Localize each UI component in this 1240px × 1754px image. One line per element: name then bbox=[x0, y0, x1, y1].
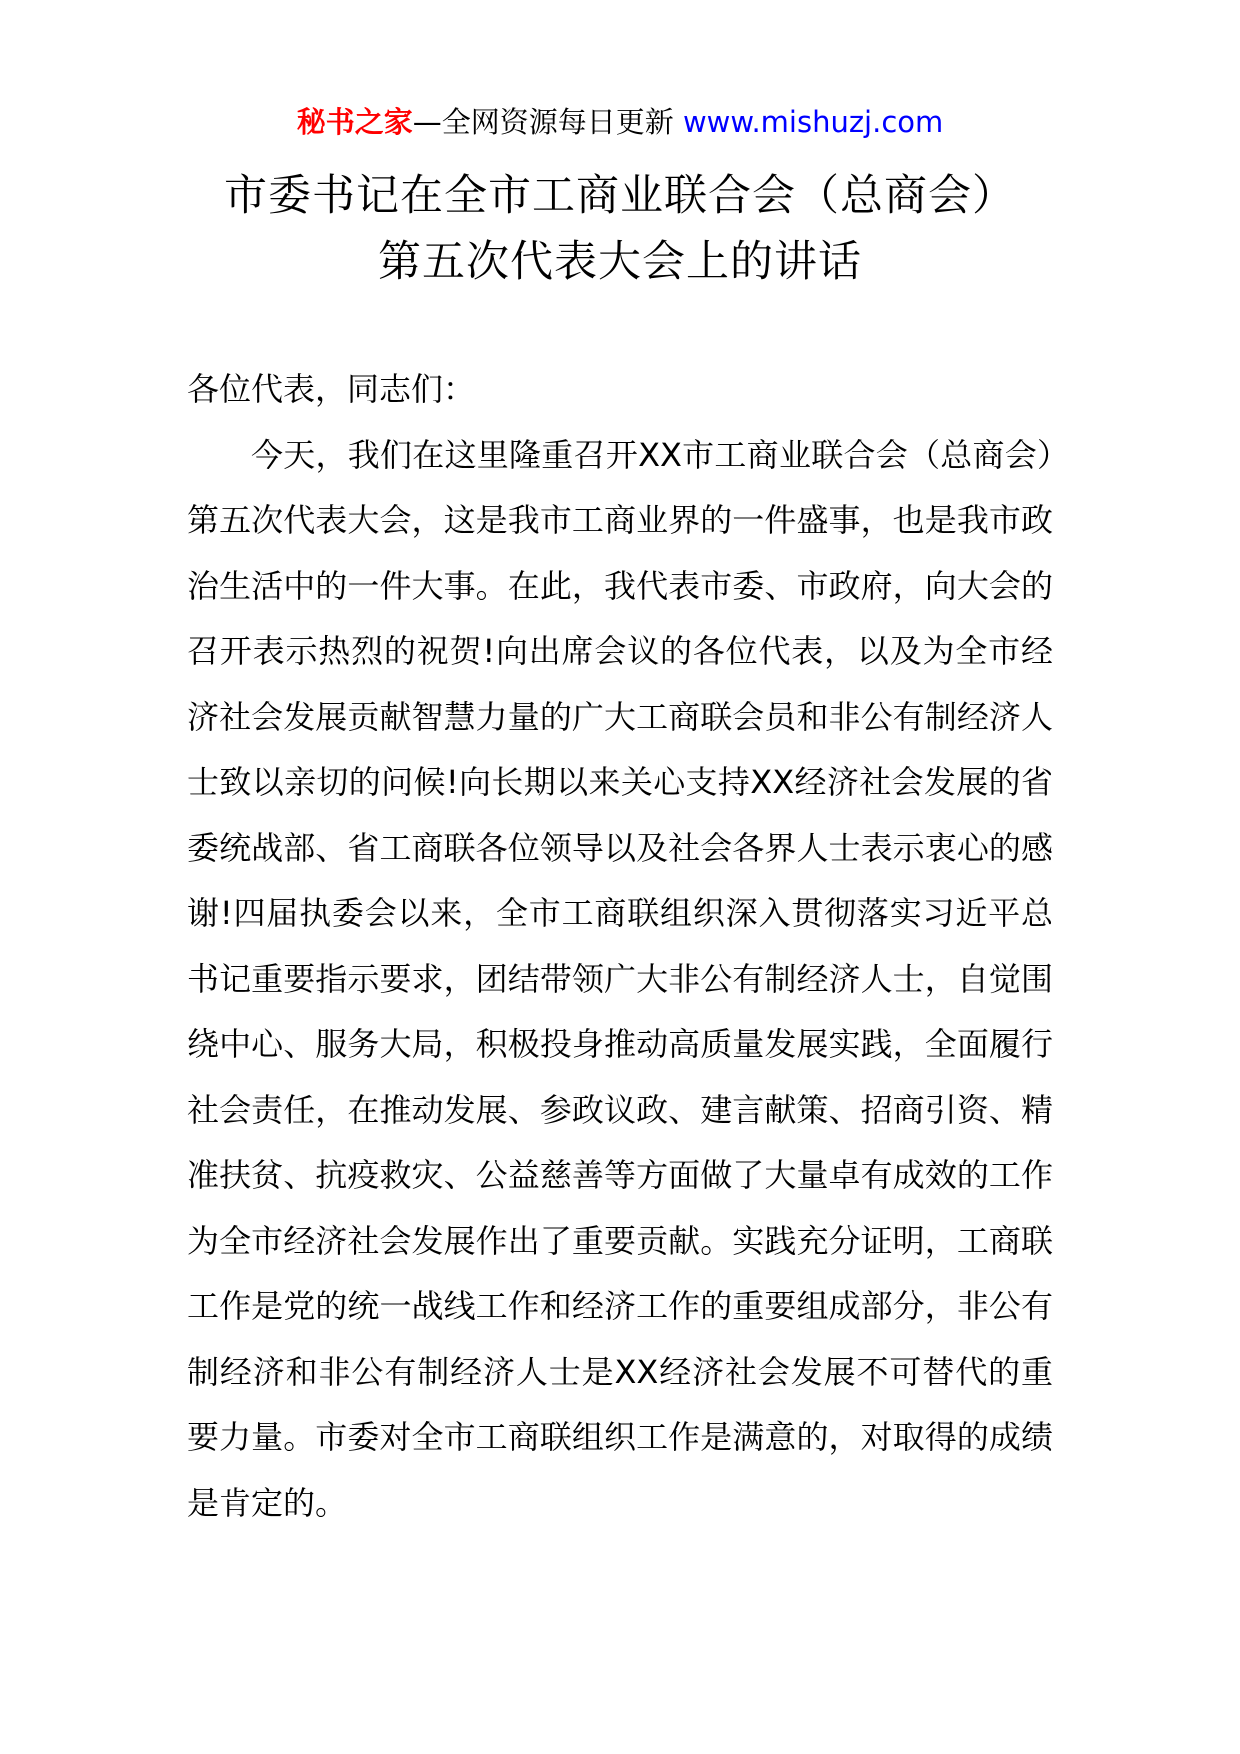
site-header bbox=[0, 100, 1240, 144]
title-line-1: 市委书记在全市工商业联合会（总商会） bbox=[224, 171, 1016, 221]
site-brand: 秘书之家 bbox=[296, 105, 413, 139]
body-paragraph: 今天，我们在这里隆重召开XX市工商业联合会（总商会）第五次代表大会，这是我市工商业界的一件盛事，也是我市政治生活中的一件大事。在此，我代表市委、市政府，向大会的召开表示热烈的祝贺!向出席会议的各位代表，以及为全市经济社会发展贡献智慧力量的广大工商联会员和非公有制经济人士致以亲切的问候!向长期以来关心支持XX经济社会发展的省委统战部、省工商联各位领导以及社会各界人士表示衷心的感谢!四届执委会以来，全市工商联组织深入贯彻落实习近平总书记重要指示要求，团结带领广大非公有制经济人士，自觉围绕中心、服务大局，积极投身推动高质量发展实践，全面履行社会责任，在推动发展、参政议政、建言献策、招商引资、精准扶贫、抗疫救灾、公益慈善等方面做了大量卓有成效的工作为全市经济社会发展作出了重要贡献。实践充分证明，工商联工作是党的统一战线工作和经济工作的重要组成部分，非公有制经济和非公有制经济人士是XX经济社会发展不可替代的重要力量。市委对全市工商联组织工作是满意的，对取得的成绩是肯定的。 bbox=[187, 435, 1053, 1522]
title-line-2: 第五次代表大会上的讲话 bbox=[378, 237, 862, 287]
site-tagline: —全网资源每日更新 bbox=[412, 105, 674, 139]
salutation: 各位代表，同志们： bbox=[187, 370, 476, 408]
document-title bbox=[120, 163, 1120, 295]
document-body bbox=[187, 357, 1053, 1536]
site-url-link[interactable]: www.mishuzj.com bbox=[682, 105, 944, 139]
